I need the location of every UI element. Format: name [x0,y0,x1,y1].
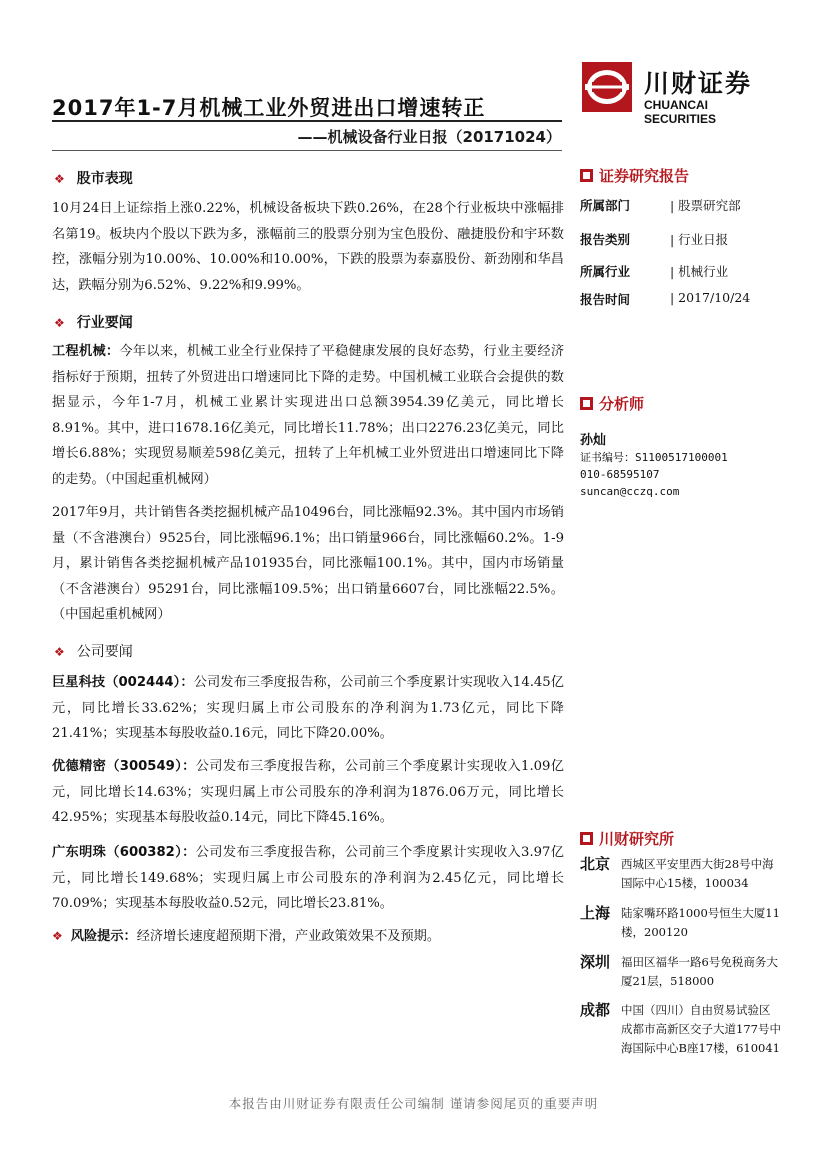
risk-note: ❖ 风险提示：经济增长速度超预期下滑，产业政策效果不及预期。 [52,929,441,944]
diamond-bullet-icon: ❖ [54,645,65,659]
company-logo [582,62,782,126]
square-bullet-icon [580,169,593,182]
diamond-bullet-icon: ❖ [52,929,63,943]
company-item: 巨星科技（002444）：公司发布三季度报告称，公司前三个季度累计实现收入14.45亿元，同比增长33.62%；实现归属上市公司股东的净利润为1.73亿元，同比下降21.41%；实现基本每股收益0.16元，同比下降20.00%。 [52,675,564,741]
analyst-name: 孙灿 [580,433,607,448]
industry-paragraph-1: 工程机械：今年以来，机械工业全行业保持了平稳健康发展的良好态势，行业主要经济指标好于预期，扭转了外贸进出口增速同比下降的走势。中国机械工业联合会提供的数据显示，今年1-7月，机械工业累计实现进出口总额3954.39亿美元，同比增长8.91%。其中，进口1678.16亿美元，同比增长11.78%；出口2276.23亿美元，同比增长6.88%；实现贸易顺差598亿美元，扭转了上年机械工业外贸进出口增速同比下降的走势。（中国起重机械网） [52,344,565,487]
company-item: 优德精密（300549）：公司发布三季度报告称，公司前三个季度累计实现收入1.09亿元，同比增长14.63%；实现归属上市公司股东的净利润为1876.06万元，同比增长42.95%；实现基本每股收益0.14元，同比下降45.16%。 [52,759,564,825]
analyst-phone: 010-68595107 [580,468,660,481]
industry-label: 工程机械： [52,344,120,359]
section-heading-industry: ❖ 行业要闻 [54,315,133,331]
company-label: 巨星科技（002444）： [52,675,194,690]
office-address: 西城区平安里西大街28号中海国际中心15楼，100034 [621,857,774,890]
analyst-cert: 证书编号：S1100517100001 [580,451,728,464]
logo-name-cn: 川财证券 [644,69,753,98]
market-paragraph: 10月24日上证综指上涨0.22%，机械设备板块下跌0.26%，在28个行业板块中涨幅排名第19。板块内个股以下跌为多，涨幅前三的股票分别为宝色股份、融捷股份和宇环数控，涨幅分别为10.00%、10.00%和10.00%，下跌的股票为泰嘉股份、新劲刚和华昌达，跌幅分别为6.52%、9.22%和9.99%。 [52,201,564,293]
office-address: 福田区福华一路6号免税商务大厦21层，518000 [621,955,778,988]
square-bullet-icon [580,832,593,845]
office-chengdu [580,999,780,1079]
report-heading: 证券研究报告 [580,165,689,186]
subtitle-rule [52,150,562,151]
page-subtitle: ——机械设备行业日报（20171024） [297,128,561,146]
diamond-bullet-icon: ❖ [54,316,65,330]
company-item: 广东明珠（600382）：公司发布三季度报告称，公司前三个季度累计实现收入3.97亿元，同比增长149.68%；实现归属上市公司股东的净利润为2.45亿元，同比增长70.09%；实现基本每股收益0.52元，同比增长23.81%。 [52,845,564,911]
company-label: 优德精密（300549）： [52,759,196,774]
office-beijing [580,853,780,897]
office-address: 中国（四川）自由贸易试验区成都市高新区交子大道177号中海国际中心B座17楼，610041 [621,1003,781,1055]
office-shanghai [580,902,780,946]
page-title: 2017年1-7月机械工业外贸进出口增速转正 [52,96,486,120]
office-city: 成都 [580,1001,611,1019]
office-city: 北京 [580,855,611,873]
logo-name-en: CHUANCAI SECURITIES [644,98,717,126]
analyst-email: suncan@cczq.com [580,485,680,498]
logo-mark-icon [582,62,632,112]
page-footer: 本报告由川财证券有限责任公司编制 谨请参阅尾页的重要声明 [228,1096,599,1111]
square-bullet-icon [580,397,593,410]
industry-paragraph-2: 2017年9月，共计销售各类挖掘机械产品10496台，同比涨幅92.3%。其中国内市场销量（不含港澳台）9525台，同比涨幅96.1%；出口销量966台，同比涨幅60.2%。1-9月，累计销售各类挖掘机械产品101935台，同比涨幅100.1%。其中，国内市场销量（不含港澳台）95291台，同比涨幅109.5%；出口销量6607台，同比涨幅22.5%。（中国起重机械网） [52,505,564,622]
analyst-heading: 分析师 [580,393,644,414]
section-heading-company: ❖ 公司要闻 [54,644,133,660]
office-address: 陆家嘴环路1000号恒生大厦11楼，200120 [621,906,780,939]
title-rule [52,120,562,122]
diamond-bullet-icon: ❖ [54,172,65,186]
company-label: 广东明珠（600382）： [52,845,196,860]
office-city: 深圳 [580,953,611,971]
section-heading-market: ❖ 股市表现 [54,171,133,187]
institute-heading: 川财研究所 [580,828,674,849]
office-shenzhen [580,951,780,995]
analyst-block [580,432,728,500]
office-city: 上海 [580,904,611,922]
